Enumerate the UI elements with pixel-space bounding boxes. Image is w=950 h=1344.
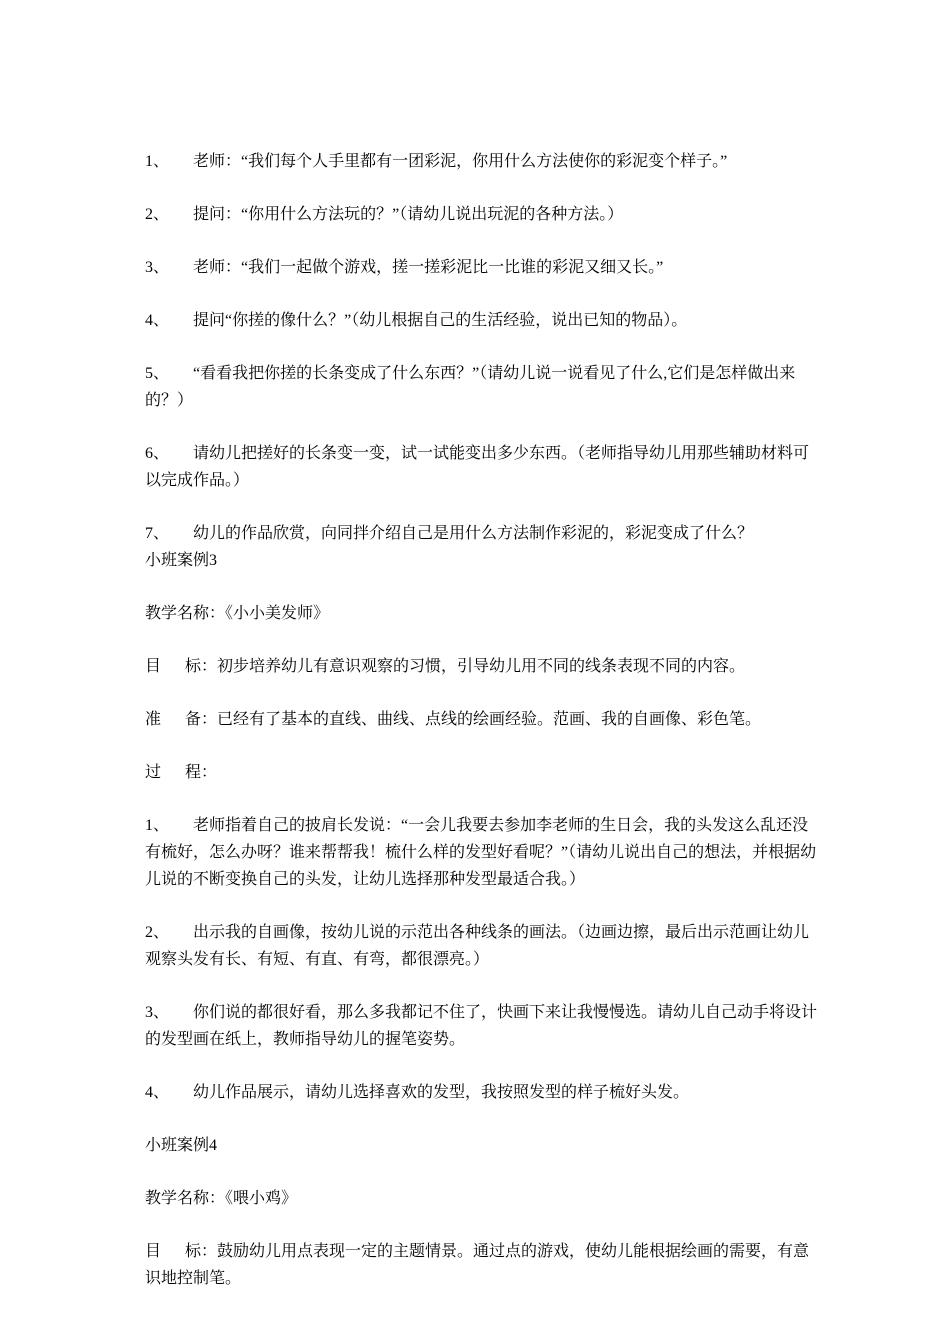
section-title-case-4: 小班案例4 (145, 1137, 218, 1154)
numbered-item-1: 1、 老师：“我们每个人手里都有一团彩泥，你用什么方法使你的彩泥变个样子。” (145, 153, 728, 170)
process-label-case-3: 过 程： (145, 764, 218, 781)
goal-line-case-4: 目 标：鼓励幼儿用点表现一定的主题情景。通过点的游戏，使幼儿能根据绘画的需要，有意识地控制笔。 (145, 1243, 810, 1287)
process-step-3: 3、 你们说的都很好看，那么多我都记不住了，快画下来让我慢慢选。请幼儿自己动手将设计的发型画在纸上，教师指导幼儿的握笔姿势。 (145, 1004, 818, 1048)
numbered-item-3: 3、 老师：“我们一起做个游戏，搓一搓彩泥比一比谁的彩泥又细又长。” (145, 259, 664, 276)
goal-line-case-3: 目 标：初步培养幼儿有意识观察的习惯，引导幼儿用不同的线条表现不同的内容。 (145, 658, 746, 675)
process-step-4: 4、 幼儿作品展示，请幼儿选择喜欢的发型，我按照发型的样子梳好头发。 (145, 1084, 690, 1101)
lesson-name-case-4: 教学名称：《喂小鸡》 (145, 1190, 298, 1207)
numbered-item-7: 7、 幼儿的作品欣赏，向同拌介绍自己是用什么方法制作彩泥的，彩泥变成了什么？ (145, 525, 754, 542)
preparation-line-case-3: 准 备：已经有了基本的直线、曲线、点线的绘画经验。范画、我的自画像、彩色笔。 (145, 711, 762, 728)
numbered-item-2: 2、 提问：“你用什么方法玩的？”（请幼儿说出玩泥的各种方法。） (145, 206, 624, 223)
process-step-1: 1、 老师指着自己的披肩长发说：“一会儿我要去参加李老师的生日会，我的头发这么乱还没有梳好，怎么办呀？谁来帮帮我！梳什么样的发型好看呢？”（请幼儿说出自己的想法，并根据幼儿说的不断变换自己的头发，让幼儿选择那种发型最适合我。） (145, 817, 817, 888)
lesson-name-case-3: 教学名称：《小小美发师》 (145, 605, 330, 622)
numbered-item-6: 6、 请幼儿把搓好的长条变一变，试一试能变出多少东西。（老师指导幼儿用那些辅助材料可以完成作品。） (145, 445, 810, 489)
section-title-case-3: 小班案例3 (145, 552, 218, 569)
numbered-item-5: 5、 “看看我把你搓的长条变成了什么东西？”（请幼儿说一说看见了什么,它们是怎样做出来的？） (145, 365, 796, 409)
numbered-item-4: 4、 提问“你搓的像什么？”（幼儿根据自己的生活经验，说出已知的物品）。 (145, 312, 688, 329)
process-step-2: 2、 出示我的自画像，按幼儿说的示范出各种线条的画法。（边画边擦，最后出示范画让幼儿观察头发有长、有短、有直、有弯，都很漂亮。） (145, 924, 810, 968)
